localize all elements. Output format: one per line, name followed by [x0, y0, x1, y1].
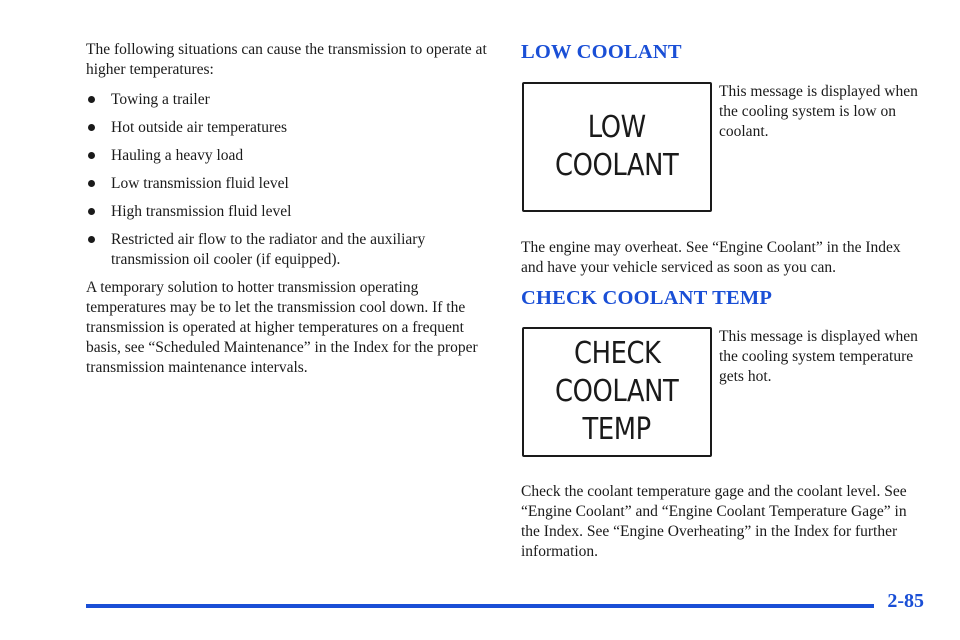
list-item: [86, 174, 496, 194]
list-item-text: Hauling a heavy load: [111, 147, 244, 164]
check-coolant-body: Check the coolant temperature gage and the coolant level. See “Engine Coolant” and “Engine Coolant Temperature Gage” in the Index. See “Engine Overheating” in the Index for further information.: [521, 483, 907, 560]
list-item-text: Towing a trailer: [111, 91, 210, 108]
page-number: 2-85: [887, 590, 924, 612]
low-coolant-description: This message is displayed when the cooling system is low on coolant.: [719, 83, 918, 140]
list-item: [86, 118, 496, 138]
bullet-icon: [88, 208, 95, 215]
check-coolant-heading: CHECK COOLANT TEMP: [521, 287, 773, 309]
bullet-icon: [88, 152, 95, 159]
low-coolant-body: The engine may overheat. See “Engine Coolant” in the Index and have your vehicle serviced as soon as you can.: [521, 239, 901, 276]
list-item-text: Hot outside air temperatures: [111, 119, 288, 136]
bullet-icon: [88, 236, 95, 243]
left-column: [86, 40, 496, 378]
display-line: LOW: [588, 110, 646, 145]
low-coolant-display: [522, 82, 712, 212]
bullet-icon: [88, 180, 95, 187]
transmission-paragraph: A temporary solution to hotter transmission operating temperatures may be to let the transmission cool down. If the transmission is operated at higher temperatures on a frequent basis, see “Scheduled Maintenance” in the Index for the proper transmission maintenance intervals.: [86, 279, 478, 376]
list-item-text: Restricted air flow to the radiator and the auxiliary transmission oil cooler (if equipped).: [111, 231, 426, 268]
bullet-list: [86, 90, 496, 270]
intro-text: The following situations can cause the transmission to operate at higher temperatures:: [86, 41, 487, 78]
list-item: [86, 230, 496, 270]
footer-rule: [86, 604, 874, 608]
display-line: COOLANT: [555, 148, 679, 183]
display-line: TEMP: [582, 412, 652, 447]
list-item: [86, 202, 496, 222]
bullet-icon: [88, 124, 95, 131]
low-coolant-heading: LOW COOLANT: [521, 41, 682, 63]
display-line: CHECK: [573, 336, 661, 371]
list-item: [86, 90, 496, 110]
bullet-icon: [88, 96, 95, 103]
list-item-text: High transmission fluid level: [111, 203, 292, 220]
display-line: COOLANT: [555, 374, 679, 409]
list-item: [86, 146, 496, 166]
list-item-text: Low transmission fluid level: [111, 175, 289, 192]
check-coolant-description: This message is displayed when the cooling system temperature gets hot.: [719, 328, 918, 385]
check-coolant-display: [522, 327, 712, 457]
